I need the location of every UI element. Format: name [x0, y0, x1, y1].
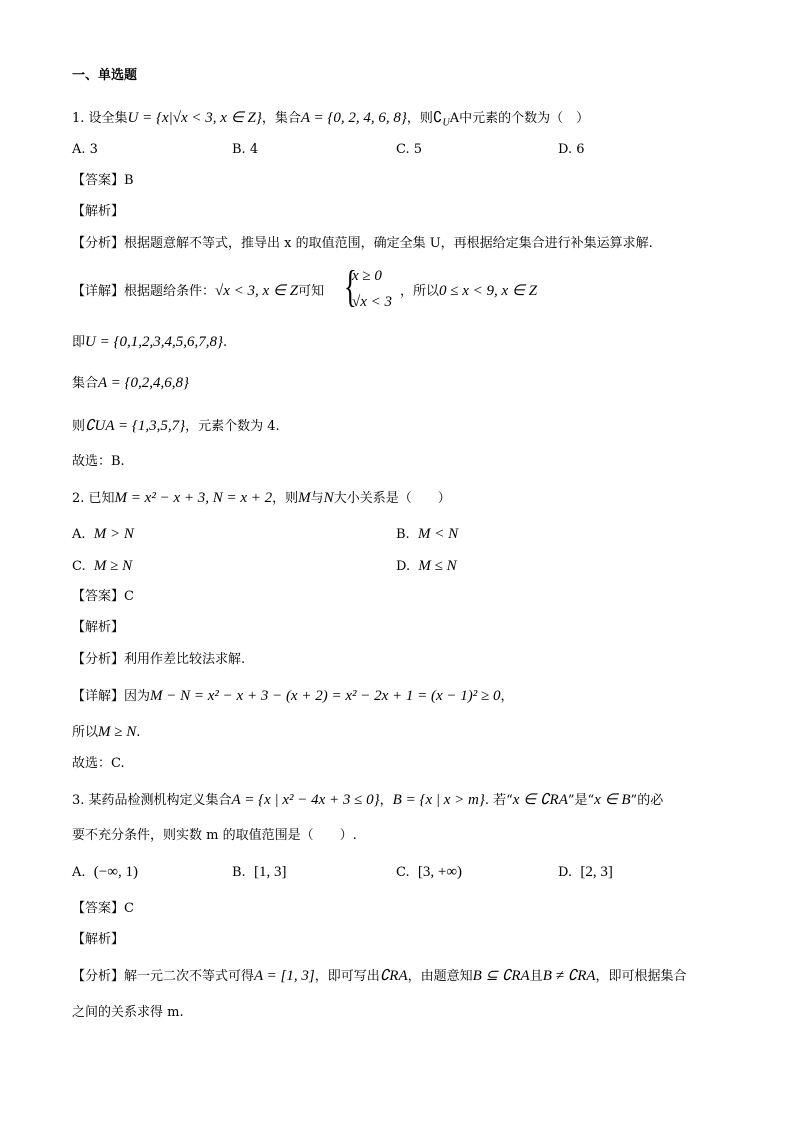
q3-stem-d: ”是“: [567, 793, 595, 808]
q1-option-c: C. 5: [396, 142, 423, 157]
q1-text-a: 1. 设全集: [72, 111, 128, 126]
q1-a-set: A = {0,2,4,6,8}: [98, 375, 190, 391]
q3-analysis: [72, 966, 687, 987]
q2-option-c: [72, 556, 132, 577]
q2-stem-b: ，则: [272, 491, 299, 506]
q1-option-b: B. 4: [232, 142, 259, 157]
question-3-stem: [72, 790, 663, 811]
q3-an-a: 【分析】解一元二次不等式可得: [72, 969, 255, 984]
q1-u-end: .: [222, 335, 228, 350]
q3-an-expr3: B ⊆ ∁RA: [472, 968, 530, 984]
q1-c-a: 则: [72, 419, 86, 434]
q2-option-d-label: D.: [396, 559, 411, 574]
q3-set-b: B = {x | x > m}: [392, 792, 485, 808]
q2-option-c-label: C.: [72, 559, 86, 574]
q2-stem-m: M: [298, 490, 311, 506]
q3-stem-c: . 若“: [484, 793, 513, 808]
q3-an-expr1: A = [1, 3]: [254, 968, 315, 984]
q3-set-a: A = {x | x² − 4x + 3 ≤ 0}: [231, 792, 380, 808]
q1-option-d: D. 6: [558, 142, 585, 157]
q1-detail-a: 【详解】根据题给条件：: [72, 284, 216, 299]
q1-analysis: 【分析】根据题意解不等式，推导出 x 的取值范围，确定全集 U，再根据给定集合进行补集运算求解.: [72, 236, 653, 251]
q2-jiexi: 【解析】: [72, 620, 125, 635]
q1-text-d: A中元素的个数为（ ）: [449, 111, 590, 126]
q1-option-a: A. 3: [72, 142, 98, 157]
q2-option-b-expr: M < N: [417, 526, 459, 542]
q3-option-b-label: B.: [232, 865, 246, 880]
q3-cond2: x ∈ B: [594, 792, 631, 808]
q3-stem-e: ”的必: [630, 793, 664, 808]
q3-an-e: ，即可根据集合: [595, 969, 687, 984]
q1-system-bottom: √x < 3: [352, 294, 393, 310]
q3-option-c-expr: [3, +∞): [417, 864, 463, 880]
q1-detail-c: ，所以: [400, 284, 440, 299]
q1-set-u: U = {x|√x < 3, x ∈ Z}: [127, 110, 262, 126]
section-title: 一、单选题: [72, 68, 138, 83]
q3-option-c: [396, 862, 462, 883]
q1-detail-range: 0 ≤ x < 9, x ∈ Z: [439, 283, 538, 299]
q1-system-brace: {: [344, 262, 357, 311]
q1-u-line: [72, 332, 227, 353]
q2-stem-d: 大小关系是（ ）: [333, 491, 451, 506]
q2-stem-c: 与: [310, 491, 324, 506]
q3-an-expr2: ∁RA: [379, 968, 408, 984]
q2-so-a: 所以: [72, 725, 99, 740]
q3-stem-a: 3. 某药品检测机构定义集合: [72, 793, 232, 808]
q2-detail: [72, 686, 514, 707]
q1-jiexi: 【解析】: [72, 204, 125, 219]
q3-option-d-expr: [2, 3]: [580, 864, 613, 880]
q1-detail-b: 可知: [298, 284, 325, 299]
q1-c-set: ∁UA = {1,3,5,7}: [85, 418, 186, 434]
q3-option-d: [558, 862, 613, 883]
q3-option-a: [72, 862, 138, 883]
q2-option-b: [396, 524, 458, 545]
q1-complement-sub: U: [442, 117, 450, 129]
q3-option-c-label: C.: [396, 865, 410, 880]
q2-detail-expr: M − N = x² − x + 3 − (x + 2) = x² − 2x + 1 = (x − 1)² ≥ 0: [150, 688, 501, 704]
q3-option-b-expr: [1, 3]: [253, 864, 287, 880]
q2-option-a-expr: M > N: [93, 526, 134, 542]
q3-cond1: x ∈ ∁RA: [512, 792, 568, 808]
q1-text-b: ，集合: [261, 111, 301, 126]
q3-answer: 【答案】C: [72, 901, 134, 916]
q1-detail: [72, 281, 324, 302]
q1-a-line: [72, 373, 189, 394]
q2-analysis: 【分析】利用作差比较法求解.: [72, 652, 246, 667]
q3-an-c: ，由题意知: [407, 969, 473, 984]
q1-choose: 故选：B.: [72, 454, 125, 469]
q3-jiexi: 【解析】: [72, 932, 125, 947]
q1-complement: ∁: [432, 110, 443, 126]
question-1-stem: [72, 108, 589, 134]
q3-option-d-label: D.: [558, 865, 573, 880]
q2-so-b: .: [136, 725, 141, 740]
q2-stem-n: N: [323, 490, 334, 506]
q2-choose: 故选：C.: [72, 756, 125, 771]
q1-text-c: ，则: [406, 111, 433, 126]
q2-option-c-expr: M ≥ N: [93, 558, 133, 574]
q1-detail-tail: [400, 281, 537, 302]
q3-option-b: [232, 862, 286, 883]
q2-option-a-label: A.: [72, 527, 86, 542]
q2-option-d-expr: M ≤ N: [418, 558, 457, 574]
q1-a-a: 集合: [72, 376, 99, 391]
q1-detail-expr: √x < 3, x ∈ Z: [215, 283, 299, 299]
q3-an-d: 且: [529, 969, 543, 984]
q2-detail-b: ，: [500, 689, 514, 704]
q3-an-b: ，即可写出: [314, 969, 380, 984]
q3-option-a-label: A.: [72, 865, 86, 880]
q2-option-d: [396, 556, 457, 577]
q1-answer: 【答案】B: [72, 173, 134, 188]
q2-so-expr: M ≥ N: [98, 724, 137, 740]
q1-c-line: [72, 416, 280, 437]
q3-analysis-line2: 之间的关系求得 m.: [72, 1005, 184, 1020]
q2-stem-expr: M = x² − x + 3, N = x + 2: [114, 490, 273, 506]
q2-answer: 【答案】C: [72, 589, 134, 604]
question-2-stem: [72, 488, 451, 509]
q3-stem-b: ，: [379, 793, 393, 808]
q1-system-top: x ≥ 0: [352, 268, 382, 284]
q2-option-a: [72, 524, 134, 545]
q2-so: [72, 722, 140, 743]
q1-u-a: 即: [72, 335, 86, 350]
q2-detail-a: 【详解】因为: [72, 689, 151, 704]
q1-c-b: ，元素个数为 4.: [185, 419, 280, 434]
q2-option-b-label: B.: [396, 527, 410, 542]
q3-stem-line2: 要不充分条件，则实数 m 的取值范围是（ ）.: [72, 828, 357, 843]
q2-stem-a: 2. 已知: [72, 491, 115, 506]
q3-option-a-expr: (−∞, 1): [93, 864, 138, 880]
q1-set-a: A = {0, 2, 4, 6, 8}: [300, 110, 407, 126]
q1-u-set: U = {0,1,2,3,4,5,6,7,8}: [85, 334, 223, 350]
q3-an-expr4: B ≠ ∁RA: [542, 968, 596, 984]
